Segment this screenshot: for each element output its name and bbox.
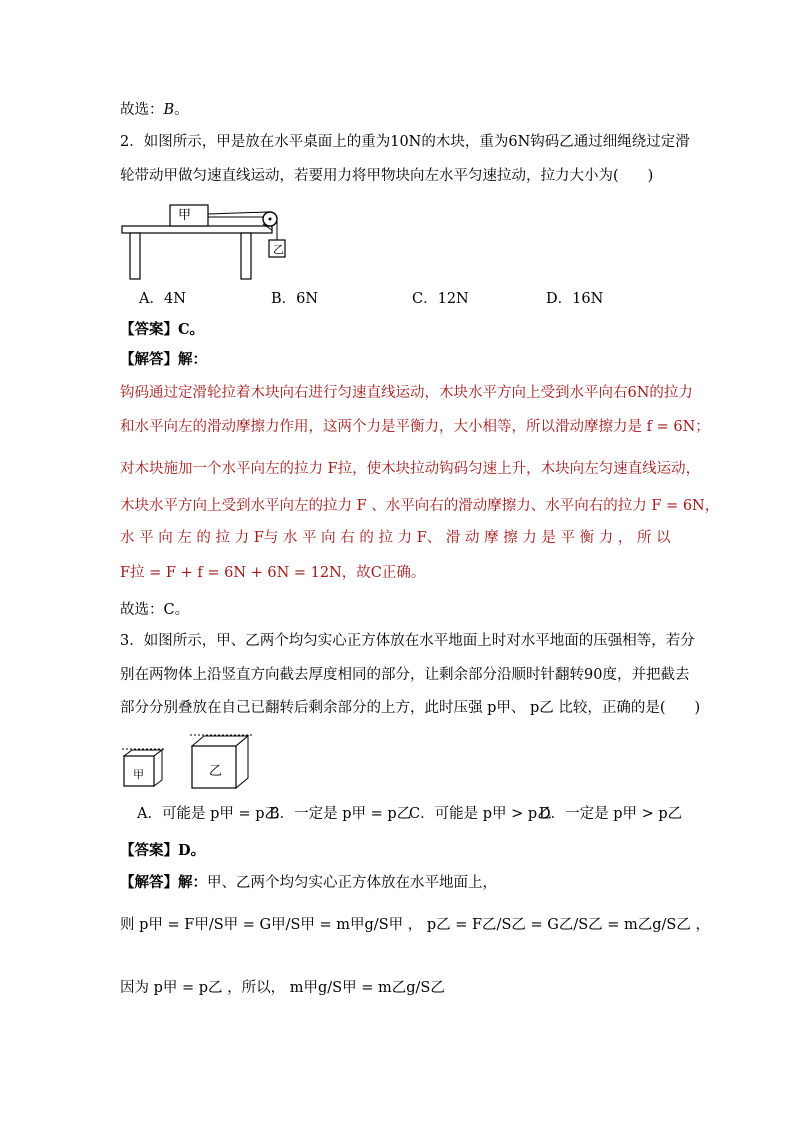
q3-stem-line1: 3．如图所示，甲、乙两个均匀实心正方体放在水平地面上时对水平地面的压强相等，若分 bbox=[120, 633, 695, 649]
cube-jia-label: 甲 bbox=[133, 768, 144, 781]
q3-formula2: 因为 p甲 = p乙 ，所以， m甲g/S甲 = m乙g/S乙 bbox=[120, 980, 445, 996]
string-top bbox=[208, 212, 268, 214]
q3-option-a: A．可能是 p甲 = p乙 bbox=[137, 806, 280, 822]
q3-figure bbox=[120, 730, 290, 790]
q3-answer: 【答案】D。 bbox=[120, 842, 206, 859]
weight-yi-label: 乙 bbox=[273, 243, 284, 256]
table-leg-left bbox=[130, 233, 140, 279]
q2-option-b: B．6N bbox=[271, 291, 319, 307]
q3-stem-line2: 别在两物体上沿竖直方向截去厚度相同的部分，让剩余部分沿顺时针翻转90度，并把截去 bbox=[120, 667, 690, 683]
q2-stem-line2: 轮带动甲做匀速直线运动，若要用力将甲物块向左水平匀速拉动，拉力大小为( ) bbox=[120, 168, 654, 184]
q2-analysis-line6: F拉 = F + f = 6N + 6N = 12N，故C正确。 bbox=[120, 565, 426, 581]
cube-yi bbox=[190, 735, 252, 788]
q2-analysis-line4: 木块水平方向上受到水平向左的拉力 F 、水平向右的滑动摩擦力、水平向右的拉力 F = 6N， bbox=[120, 498, 720, 514]
cube-yi-label: 乙 bbox=[209, 764, 223, 779]
q2-option-d: D．16N bbox=[546, 291, 604, 307]
q3-option-d: D．一定是 p甲 > p乙 bbox=[539, 806, 683, 822]
q2-answer: 【答案】C。 bbox=[120, 321, 205, 338]
q3-option-c: C．可能是 p甲 > p乙 bbox=[409, 806, 552, 822]
q3-analysis-line1: 甲、乙两个均匀实心正方体放在水平地面上， bbox=[207, 875, 497, 891]
block-jia-label: 甲 bbox=[178, 208, 192, 223]
q1-choice: 故选：B。 bbox=[120, 102, 189, 118]
q3-analysis bbox=[120, 873, 497, 893]
q3-stem-line3: 部分分别叠放在自己已翻转后剩余部分的上方，此时压强 p甲、 p乙 比较，正确的是( ) bbox=[120, 700, 701, 716]
q2-option-c: C．12N bbox=[412, 291, 469, 307]
q2-option-a: A．4N bbox=[139, 291, 186, 307]
q3-option-b: B．一定是 p甲 = p乙 bbox=[269, 806, 412, 822]
table-leg-right bbox=[241, 233, 251, 279]
q2-analysis-head: 【解答】解： bbox=[120, 351, 207, 368]
table-top bbox=[122, 226, 272, 233]
q2-analysis-line1: 钩码通过定滑轮拉着木块向右进行匀速直线运动，木块水平方向上受到水平向右6N的拉力 bbox=[120, 385, 693, 401]
q3-formula1: 则 p甲 = F甲/S甲 = G甲/S甲 = m甲g/S甲 ， p乙 = F乙/S乙 = G乙/S乙 = m乙g/S乙 ， bbox=[120, 917, 710, 933]
q2-stem-line1: 2．如图所示，甲是放在水平桌面上的重为10N的木块，重为6N钩码乙通过细绳绕过定滑 bbox=[120, 134, 690, 150]
q2-analysis-line2: 和水平向左的滑动摩擦力作用，这两个力是平衡力，大小相等，所以滑动摩擦力是 f = 6N； bbox=[120, 419, 710, 435]
q3-analysis-head: 【解答】解： bbox=[120, 874, 207, 891]
q2-choice: 故选：C。 bbox=[120, 602, 190, 618]
q2-analysis-line3: 对木块施加一个水平向左的拉力 F拉，使木块拉动钩码匀速上升，木块向左匀速直线运动， bbox=[120, 461, 701, 477]
q2-figure bbox=[120, 200, 295, 282]
q2-analysis-line5: 水 平 向 左 的 拉 力 F与 水 平 向 右 的 拉 力 F、 滑 动 摩 擦 力 是 平 衡 力 ， 所 以 bbox=[120, 530, 671, 546]
